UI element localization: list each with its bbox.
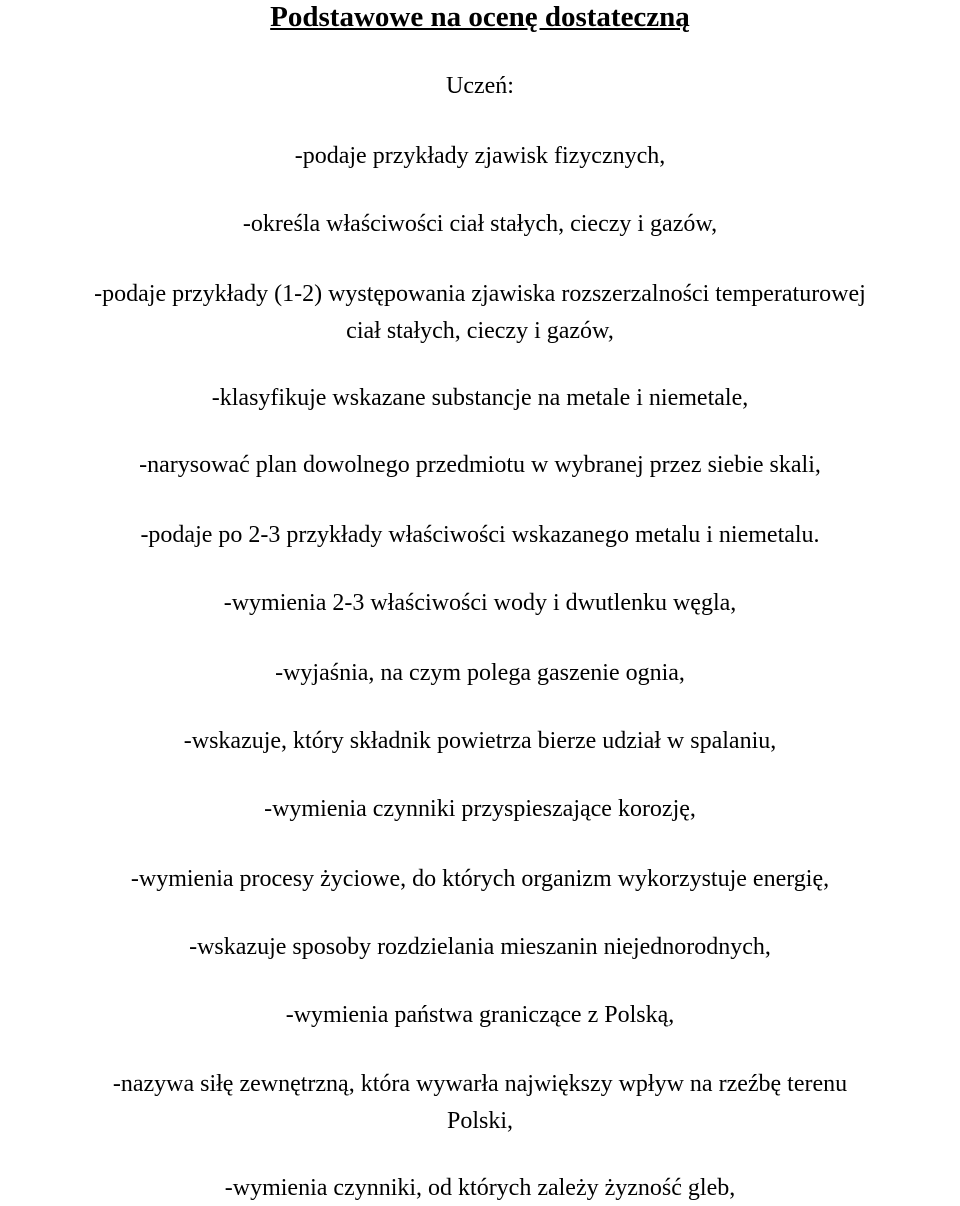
requirement-line: -wymienia państwa graniczące z Polską,	[285, 1002, 675, 1028]
requirement-line: -podaje po 2-3 przykłady właściwości wskazanego metalu i niemetalu.	[140, 522, 820, 548]
subtitle-uczen: Uczeń:	[446, 73, 514, 99]
requirement-line: -wymienia 2-3 właściwości wody i dwutlenku węgla,	[223, 590, 737, 616]
requirement-line: -klasyfikuje wskazane substancje na metale i niemetale,	[211, 385, 749, 411]
requirement-line: -wymienia czynniki przyspieszające korozję,	[264, 796, 696, 822]
requirement-line: -narysować plan dowolnego przedmiotu w wybranej przez siebie skali,	[139, 452, 821, 478]
requirement-line-continuation: ciał stałych, cieczy i gazów,	[346, 318, 614, 344]
requirement-line: -wyjaśnia, na czym polega gaszenie ognia,	[275, 660, 685, 686]
requirement-line-continuation: Polski,	[446, 1108, 514, 1134]
requirement-line: -określa właściwości ciał stałych, cieczy i gazów,	[242, 211, 718, 237]
requirement-line: -podaje przykłady (1-2) występowania zjawiska rozszerzalności temperaturowej	[94, 281, 866, 307]
requirement-line: -wymienia procesy życiowe, do których organizm wykorzystuje energię,	[130, 866, 830, 892]
requirement-line: -wskazuje sposoby rozdzielania mieszanin niejednorodnych,	[189, 934, 771, 960]
requirement-line: -wymienia czynniki, od których zależy żyzność gleb,	[224, 1175, 736, 1201]
page-title: Podstawowe na ocenę dostateczną	[270, 1, 690, 33]
requirement-line: -nazywa siłę zewnętrzną, która wywarła największy wpływ na rzeźbę terenu	[112, 1071, 848, 1097]
requirement-line: -wskazuje, który składnik powietrza bierze udział w spalaniu,	[183, 728, 777, 754]
requirement-line: -podaje przykłady zjawisk fizycznych,	[294, 143, 666, 169]
